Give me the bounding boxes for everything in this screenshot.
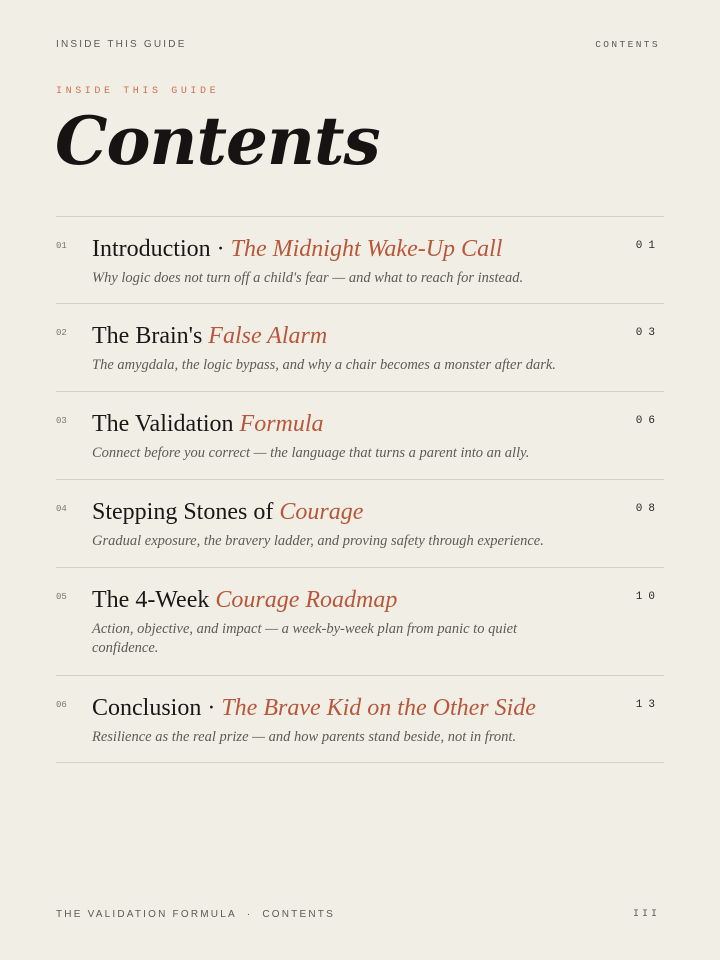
entry-title-main: Conclusion · <box>92 695 222 721</box>
entry-number: 04 <box>56 504 67 514</box>
entry-title-accent: The Brave Kid on the Other Side <box>221 695 536 721</box>
entry-number: 06 <box>56 700 67 710</box>
page-footer <box>56 909 660 920</box>
entry-title <box>92 498 572 526</box>
footer-title <box>56 909 335 920</box>
entry-title-main: The Brain's <box>92 323 209 349</box>
entry-title-accent: Courage <box>279 499 364 525</box>
toc-entry-6[interactable] <box>56 676 664 763</box>
entry-description: Gradual exposure, the bravery ladder, and proving safety through experience. <box>92 533 544 549</box>
page-title: Contents <box>55 102 380 180</box>
entry-title-main: Stepping Stones of <box>92 499 280 525</box>
entry-title <box>92 410 572 438</box>
footer-book-title: THE VALIDATION FORMULA <box>56 909 237 920</box>
entry-title <box>92 694 572 722</box>
entry-page-number: 03 <box>635 327 661 339</box>
entry-title-accent: False Alarm <box>208 323 328 349</box>
footer-section: CONTENTS <box>262 909 335 920</box>
entry-description: Action, objective, and impact — a week-by-week plan from panic to quiet confidence. <box>92 621 518 656</box>
entry-title <box>92 586 572 614</box>
entry-title-accent: Courage Roadmap <box>215 587 398 613</box>
running-head-right: CONTENTS <box>595 39 660 50</box>
running-head-left: INSIDE THIS GUIDE <box>56 39 187 50</box>
entry-number: 02 <box>56 328 67 338</box>
entry-page-number: 01 <box>635 240 661 252</box>
entry-page-number: 13 <box>635 699 661 711</box>
entry-title-main: The 4-Week <box>92 587 216 613</box>
entry-title-main: The Validation <box>92 411 240 437</box>
section-kicker: INSIDE THIS GUIDE <box>56 86 220 97</box>
entry-title-main: Introduction · <box>92 236 231 262</box>
entry-title <box>92 322 572 350</box>
toc-entry-3[interactable] <box>56 392 664 480</box>
entry-description: Connect before you correct — the language that turns a parent into an ally. <box>92 445 530 461</box>
toc-entry-1[interactable] <box>56 217 664 304</box>
footer-separator: · <box>246 909 253 920</box>
entry-title-accent: The Midnight Wake-Up Call <box>230 236 503 262</box>
toc-entry-2[interactable] <box>56 304 664 392</box>
entry-page-number: 10 <box>635 591 661 603</box>
table-of-contents <box>56 216 664 763</box>
entry-description: The amygdala, the logic bypass, and why a chair becomes a monster after dark. <box>92 357 556 373</box>
entry-number: 05 <box>56 592 67 602</box>
toc-entry-4[interactable] <box>56 480 664 568</box>
running-head <box>56 39 660 50</box>
entry-page-number: 06 <box>635 415 661 427</box>
entry-description: Why logic does not turn off a child's fear — and what to reach for instead. <box>92 270 524 286</box>
entry-description: Resilience as the real prize — and how parents stand beside, not in front. <box>92 729 517 745</box>
toc-entry-5[interactable] <box>56 568 664 676</box>
entry-number: 01 <box>56 241 67 251</box>
entry-title <box>92 235 572 263</box>
page-folio: III <box>632 909 660 920</box>
entry-title-accent: Formula <box>239 411 324 437</box>
entry-page-number: 08 <box>635 503 661 515</box>
entry-number: 03 <box>56 416 67 426</box>
